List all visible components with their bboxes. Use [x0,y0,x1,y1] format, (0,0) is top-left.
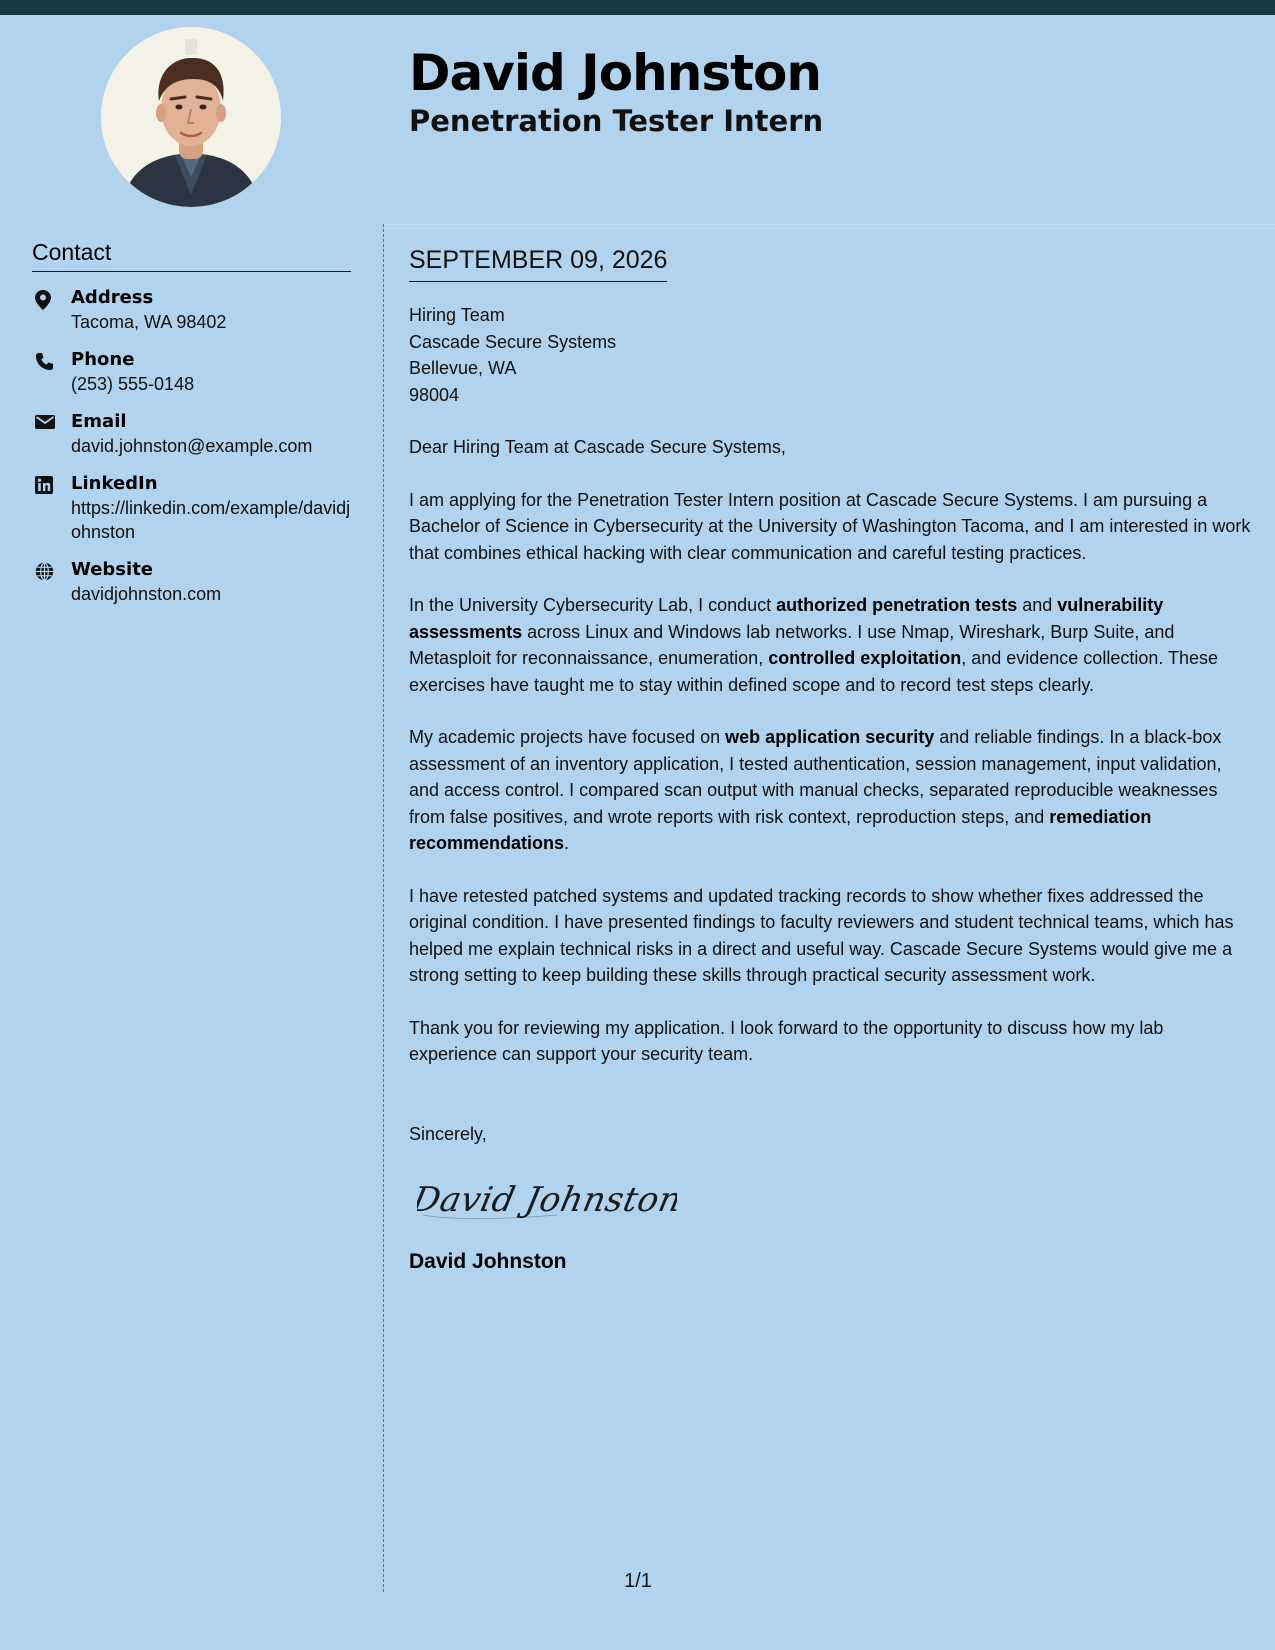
linkedin-icon [32,472,71,544]
contact-value[interactable]: https://linkedin.com/example/davidjohnston [71,498,351,542]
column-divider [383,224,384,1592]
recipient-line: 98004 [409,384,460,405]
contact-linkedin [32,472,351,544]
svg-text:David Johnston: David Johnston [417,1180,677,1220]
letter-paragraphs [409,487,1251,1068]
contact-address [32,286,351,334]
applicant-name: David Johnston [409,44,821,102]
letter-body [409,302,1251,1275]
body-paragraph [409,1015,1251,1068]
emphasis-text: web application security [725,727,935,747]
body-paragraph [409,487,1251,567]
recipient-line: Cascade Secure Systems [409,331,617,352]
letter-date: SEPTEMBER 09, 2026 [409,244,667,282]
paragraph-text: I have retested patched systems and updated tracking records to show whether fixes addressed the original condition. I have presented findings to faculty reviewers and student technical teams, which has helped me explain technical risks in a direct and useful way. Cascade Secure Systems would give me a strong setting to keep building these skills through practical security assessment work. [409,885,1234,985]
emphasis-text: vulnerability assessments [409,595,1164,642]
profile-photo [101,27,281,207]
emphasis-text: controlled exploitation [768,648,962,668]
paragraph-text: My academic projects have focused on [409,727,726,747]
contact-label: LinkedIn [71,473,158,494]
contact-label: Website [71,559,154,580]
contact-value: (253) 555-0148 [71,374,195,394]
recipient-block [409,302,1251,408]
header-divider [384,224,1275,225]
recipient-line: Hiring Team [409,305,505,325]
envelope-icon [32,410,71,458]
globe-icon [32,558,71,606]
salutation: Dear Hiring Team at Cascade Secure Systems, [409,437,786,457]
contact-phone [32,348,351,396]
emphasis-text: remediation recommendations [409,806,1152,853]
location-pin-icon [32,286,71,334]
top-accent-bar [0,0,1275,15]
emphasis-text: authorized penetration tests [776,595,1018,615]
closing: Sincerely, [409,1123,487,1144]
paragraph-text: and reliable findings. In a black-box assessment of an inventory application, I tested authentication, session management, input validation, and access control. I compared scan output with manual checks, separated reproducible weaknesses from false positives, and wrote reports with risk context, reproduction steps, and [409,727,1222,827]
paragraph-text: across Linux and Windows lab networks. I use Nmap, Wireshark, Burp Suite, and Metasploit for reconnaissance, enumeration, [409,621,1175,668]
paragraph-text: In the University Cybersecurity Lab, I conduct [409,595,777,615]
paragraph-text: and [1017,595,1058,615]
contact-value[interactable]: davidjohnston.com [71,584,222,604]
page-number: 1/1 [624,1570,652,1592]
body-paragraph [409,724,1251,857]
paragraph-text: , and evidence collection. These exercises have taught me to stay within defined scope and to record test steps clearly. [409,648,1219,695]
contact-sidebar [32,238,351,606]
contact-website [32,558,351,606]
paragraph-text: Thank you for reviewing my application. I look forward to the opportunity to discuss how my lab experience can support your security team. [409,1017,1164,1064]
contact-value[interactable]: david.johnston@example.com [71,436,313,456]
recipient-line: Bellevue, WA [409,358,517,378]
body-paragraph [409,592,1251,698]
contact-label: Email [71,411,127,432]
body-paragraph [409,883,1251,989]
contact-email [32,410,351,458]
contact-heading: Contact [32,238,351,272]
contact-label: Address [71,287,154,308]
paragraph-text: . [564,833,570,853]
phone-icon [32,348,71,396]
contact-value: Tacoma, WA 98402 [71,312,227,332]
contact-label: Phone [71,349,135,370]
job-title: Penetration Tester Intern [409,104,824,138]
handwritten-signature [417,1171,1251,1235]
signer-name: David Johnston [409,1249,567,1273]
paragraph-text: I am applying for the Penetration Tester Intern position at Cascade Secure Systems. I am pursuing a Bachelor of Science in Cybersecurity at the University of Washington Tacoma, and I am interested in work that combines ethical hacking with clear communication and careful testing practices. [409,489,1251,563]
